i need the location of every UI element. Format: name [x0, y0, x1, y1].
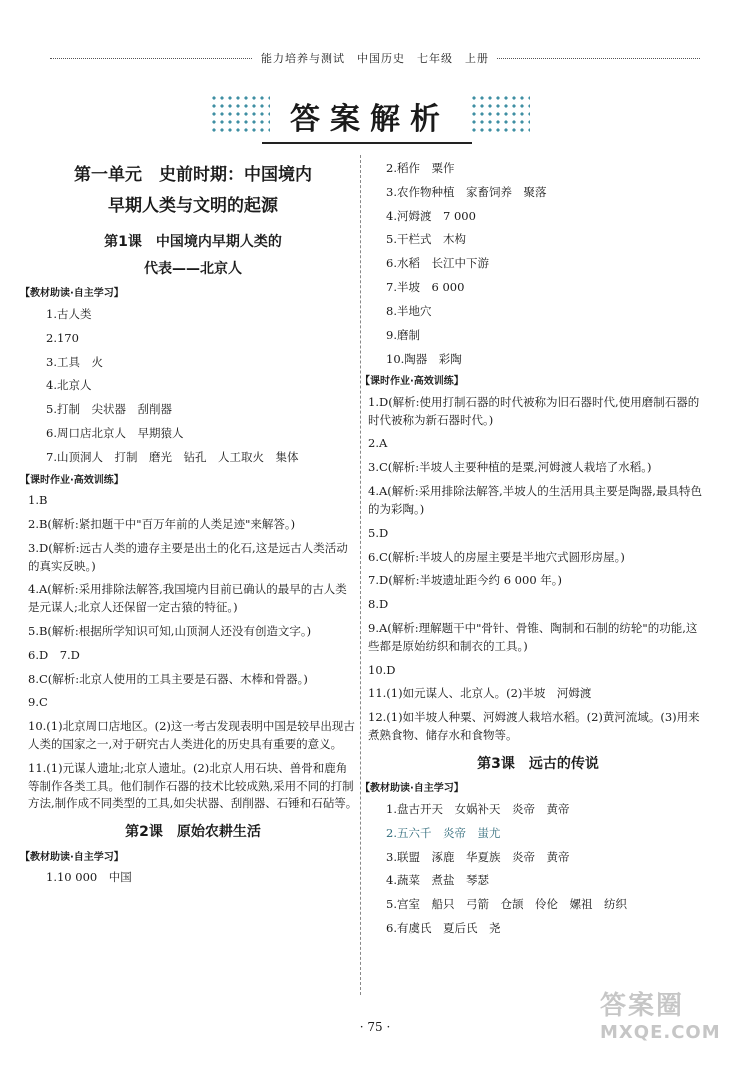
- list-item: 6.有虞氏 夏后氏 尧: [386, 920, 501, 935]
- list-item: 5.B(解析:根据所学知识可知,山顶洞人还没有创造文字。): [28, 623, 312, 638]
- lesson-2-reading-list-right: [368, 160, 708, 368]
- section-textbook-heading: 【教材助读·自主学习】: [360, 783, 464, 795]
- running-header: 能力培养与测试 中国历史 七年级 上册: [0, 50, 750, 66]
- list-item: 5.干栏式 木构: [386, 232, 466, 247]
- left-column: [20, 160, 358, 893]
- list-item: 6.D 7.D: [28, 647, 80, 662]
- lesson-2-reading-list-left: [28, 869, 358, 887]
- list-item: 1.古人类: [46, 306, 92, 321]
- lesson-3-title: 第3课 远古的传说: [477, 755, 599, 772]
- list-item: 8.C(解析:北京人使用的工具主要是石器、木棒和骨器。): [28, 671, 308, 686]
- list-item: 11.(1)元谋人遗址;北京人遗址。(2)北京人用石块、兽骨和鹿角等制作各类工具。他们制作石器的技术比较成熟,采用不同的打制方法,制作成不同类型的工具,如尖状器、刮削器、石锤和石砧等。: [28, 760, 358, 811]
- list-item: 1.B: [28, 493, 48, 508]
- title-underline: [262, 142, 472, 144]
- list-item: 5.打制 尖状器 刮削器: [46, 402, 172, 417]
- watermark: 答案圈 MXQE.COM: [600, 991, 721, 1043]
- lesson-1-title: 第1课 中国境内早期人类的 代表——北京人: [104, 234, 282, 277]
- list-item: 4.A(解析:采用排除法解答,半坡人的生活用具主要是陶器,最具特色的为彩陶。): [368, 484, 702, 516]
- list-item: 5.D: [368, 525, 389, 540]
- lesson-1-homework-list: [28, 492, 358, 813]
- page-number: · 75 ·: [359, 1020, 391, 1034]
- list-item: 3.农作物种植 家畜饲养 聚落: [386, 184, 547, 199]
- list-item: 3.工具 火: [46, 354, 103, 369]
- list-item: 3.联盟 涿鹿 华夏族 炎帝 黄帝: [386, 849, 570, 864]
- list-item: 6.周口店北京人 早期猿人: [46, 425, 184, 440]
- list-item: 4.河姆渡 7 000: [386, 208, 476, 223]
- right-column: [360, 160, 708, 944]
- list-item: 4.北京人: [46, 378, 92, 393]
- list-item: 1.盘古开天 女娲补天 炎帝 黄帝: [386, 801, 570, 816]
- list-item: 6.水稻 长江中下游: [386, 256, 489, 271]
- list-item: 9.磨制: [386, 327, 420, 342]
- list-item: 3.C(解析:半坡人主要种植的是粟,河姆渡人栽培了水稻。): [368, 460, 652, 475]
- list-item: 10.陶器 彩陶: [386, 351, 462, 366]
- list-item: 9.C: [28, 695, 48, 710]
- list-item: 2.B(解析:紧扣题干中"百万年前的人类足迹"来解答。): [28, 516, 296, 531]
- list-item: 4.A(解析:采用排除法解答,我国境内目前已确认的最早的古人类是元谋人;北京人还保留一定古猿的特征。): [28, 582, 347, 615]
- title-banner: [210, 88, 530, 140]
- lesson-1-reading-list: [28, 306, 358, 467]
- list-item: 2.170: [46, 330, 79, 345]
- unit-title: 第一单元 史前时期：中国境内 早期人类与文明的起源: [74, 165, 312, 216]
- list-item: 7.山顶洞人 打制 磨光 钻孔 人工取火 集体: [46, 449, 299, 464]
- section-homework-heading: 【课时作业·高效训练】: [360, 376, 464, 388]
- list-item: 9.A(解析:理解题干中"骨针、骨锥、陶制和石制的纺轮"的功能,这些都是原始纺织和制衣的工具。): [368, 620, 698, 653]
- list-item: 5.宫室 船只 弓箭 仓颉 伶伦 嫘祖 纺织: [386, 897, 627, 912]
- list-item: 6.C(解析:半坡人的房屋主要是半地穴式圆形房屋。): [368, 549, 625, 564]
- list-item: 7.半坡 6 000: [386, 280, 465, 295]
- list-item: 2.稻作 粟作: [386, 161, 455, 175]
- section-textbook-heading: 【教材助读·自主学习】: [20, 851, 124, 863]
- list-item: 1.D(解析:使用打制石器的时代被称为旧石器时代,使用磨制石器的时代被称为新石器时代。): [368, 394, 700, 427]
- list-item: 12.(1)如半坡人种粟、河姆渡人栽培水稻。(2)黄河流域。(3)用来煮熟食物、储存水和食物等。: [368, 710, 700, 742]
- list-item: 11.(1)如元谋人、北京人。(2)半坡 河姆渡: [368, 686, 592, 701]
- list-item: 1.10 000 中国: [46, 870, 132, 885]
- list-item: 4.蔬菜 煮盐 琴瑟: [386, 873, 489, 888]
- section-textbook-heading: 【教材助读·自主学习】: [20, 288, 124, 300]
- page-title: 答案解析: [290, 102, 450, 137]
- list-item: 10.(1)北京周口店地区。(2)这一考古发现表明中国是较早出现古人类的国家之一,对于研究古人类进化的历史具有重要的意义。: [28, 719, 355, 751]
- column-divider: [360, 155, 361, 995]
- section-homework-heading: 【课时作业·高效训练】: [20, 474, 124, 486]
- list-item: 7.D(解析:半坡遗址距今约 6 000 年。): [368, 573, 563, 588]
- list-item: 10.D: [368, 662, 396, 677]
- list-item: 3.D(解析:远古人类的遗存主要是出土的化石,这是远古人类活动的真实反映。): [28, 540, 348, 573]
- list-item: 2.A: [368, 436, 388, 451]
- lesson-2-title: 第2课 原始农耕生活: [125, 824, 261, 841]
- list-item: 8.D: [368, 597, 389, 612]
- lesson-2-homework-list: [368, 394, 708, 745]
- list-item: 2.五六千 炎帝 蚩尤: [386, 825, 501, 840]
- lesson-3-reading-list: [368, 801, 708, 938]
- list-item: 8.半地穴: [386, 303, 432, 318]
- decorative-dots-right: [470, 94, 530, 134]
